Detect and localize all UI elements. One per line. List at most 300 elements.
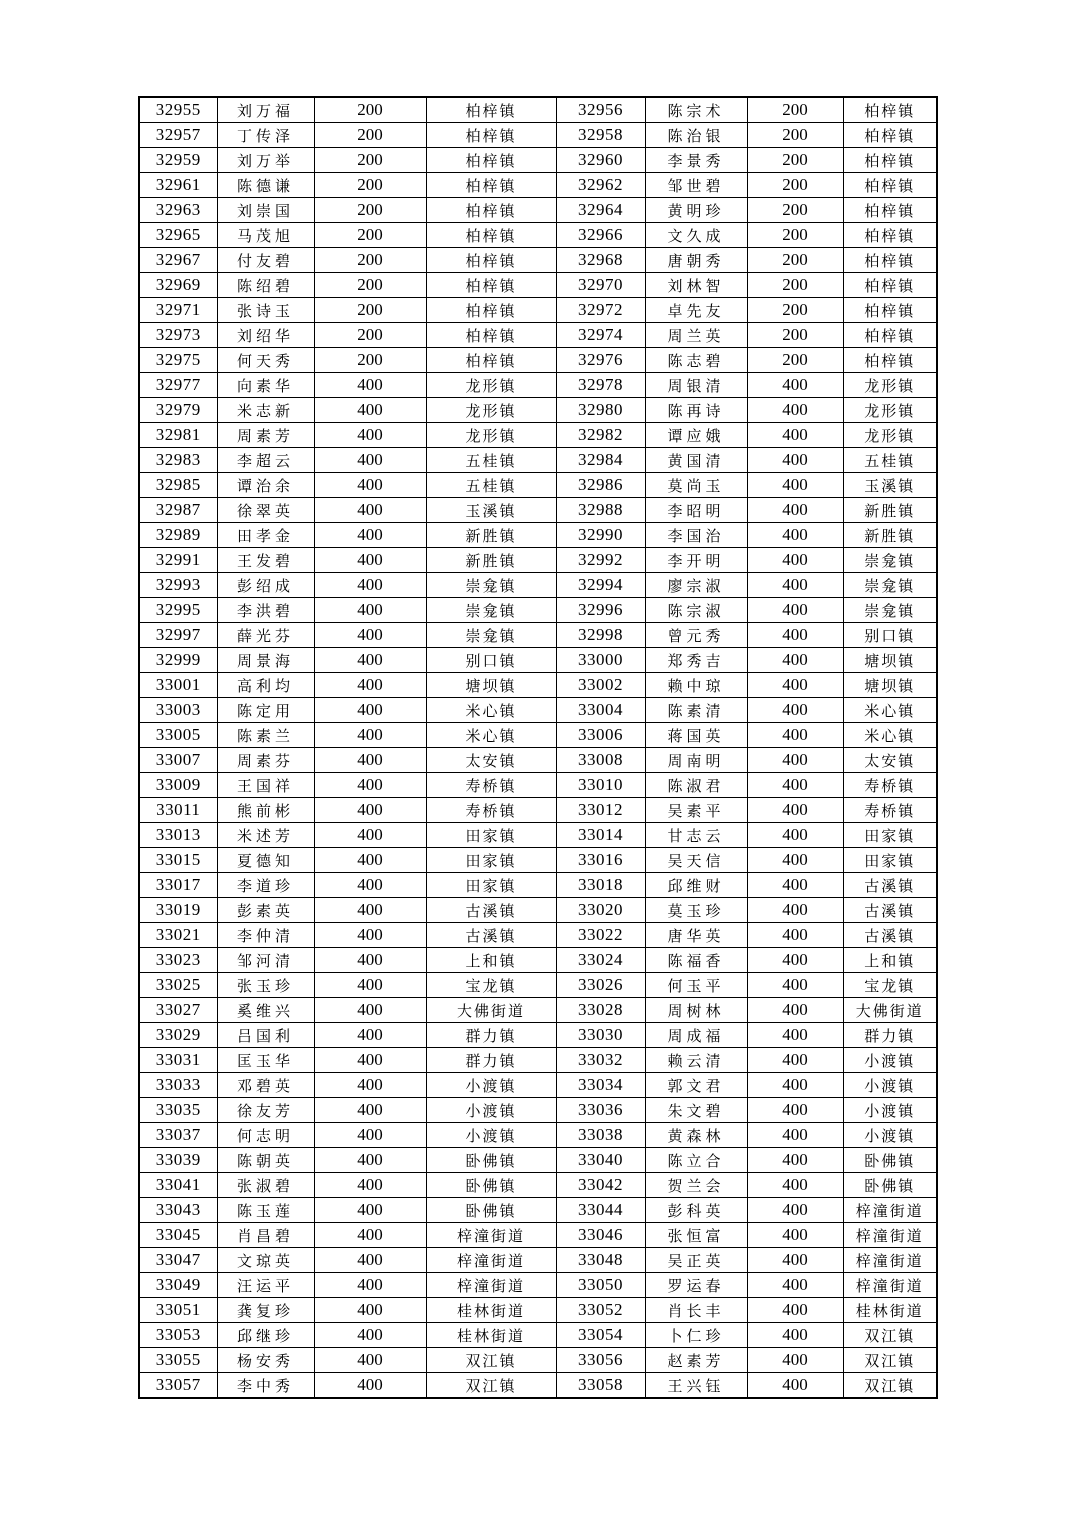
serial-cell: 33041 bbox=[139, 1173, 217, 1198]
town-cell: 田家镇 bbox=[426, 873, 556, 898]
amount-cell: 400 bbox=[747, 773, 843, 798]
name-cell: 蒋国英 bbox=[645, 723, 747, 748]
name-cell: 徐友芳 bbox=[217, 1098, 314, 1123]
amount-cell: 400 bbox=[314, 698, 426, 723]
table-row bbox=[139, 898, 937, 923]
name-cell: 陈德谦 bbox=[217, 173, 314, 198]
serial-cell: 33027 bbox=[139, 998, 217, 1023]
amount-cell: 200 bbox=[747, 248, 843, 273]
amount-cell: 200 bbox=[747, 148, 843, 173]
name-cell: 王国祥 bbox=[217, 773, 314, 798]
name-cell: 周素芳 bbox=[217, 423, 314, 448]
serial-cell: 32966 bbox=[556, 223, 645, 248]
town-cell: 太安镇 bbox=[843, 748, 937, 773]
amount-cell: 200 bbox=[747, 348, 843, 373]
table-row bbox=[139, 448, 937, 473]
serial-cell: 32971 bbox=[139, 298, 217, 323]
amount-cell: 400 bbox=[314, 498, 426, 523]
name-cell: 曾元秀 bbox=[645, 623, 747, 648]
serial-cell: 32972 bbox=[556, 298, 645, 323]
town-cell: 柏梓镇 bbox=[426, 148, 556, 173]
name-cell: 张恒富 bbox=[645, 1223, 747, 1248]
town-cell: 双江镇 bbox=[843, 1373, 937, 1399]
name-cell: 田孝金 bbox=[217, 523, 314, 548]
amount-cell: 400 bbox=[747, 1348, 843, 1373]
name-cell: 廖宗淑 bbox=[645, 573, 747, 598]
serial-cell: 32958 bbox=[556, 123, 645, 148]
serial-cell: 32995 bbox=[139, 598, 217, 623]
name-cell: 夏德知 bbox=[217, 848, 314, 873]
amount-cell: 400 bbox=[747, 1148, 843, 1173]
town-cell: 柏梓镇 bbox=[843, 123, 937, 148]
amount-cell: 400 bbox=[314, 1023, 426, 1048]
table-row bbox=[139, 423, 937, 448]
serial-cell: 33047 bbox=[139, 1248, 217, 1273]
town-cell: 大佛街道 bbox=[426, 998, 556, 1023]
amount-cell: 400 bbox=[747, 1023, 843, 1048]
serial-cell: 33009 bbox=[139, 773, 217, 798]
table-row bbox=[139, 698, 937, 723]
amount-cell: 400 bbox=[747, 548, 843, 573]
table-row bbox=[139, 648, 937, 673]
serial-cell: 33035 bbox=[139, 1098, 217, 1123]
serial-cell: 32970 bbox=[556, 273, 645, 298]
name-cell: 陈再诗 bbox=[645, 398, 747, 423]
town-cell: 崇龛镇 bbox=[426, 623, 556, 648]
serial-cell: 33056 bbox=[556, 1348, 645, 1373]
town-cell: 柏梓镇 bbox=[843, 248, 937, 273]
amount-cell: 400 bbox=[747, 373, 843, 398]
amount-cell: 200 bbox=[747, 173, 843, 198]
town-cell: 柏梓镇 bbox=[843, 97, 937, 123]
serial-cell: 33026 bbox=[556, 973, 645, 998]
amount-cell: 400 bbox=[314, 748, 426, 773]
amount-cell: 400 bbox=[314, 1173, 426, 1198]
serial-cell: 32984 bbox=[556, 448, 645, 473]
table-row bbox=[139, 848, 937, 873]
name-cell: 刘崇国 bbox=[217, 198, 314, 223]
name-cell: 李仲清 bbox=[217, 923, 314, 948]
amount-cell: 400 bbox=[314, 448, 426, 473]
amount-cell: 200 bbox=[314, 198, 426, 223]
amount-cell: 400 bbox=[314, 573, 426, 598]
town-cell: 大佛街道 bbox=[843, 998, 937, 1023]
serial-cell: 33036 bbox=[556, 1098, 645, 1123]
amount-cell: 400 bbox=[314, 673, 426, 698]
amount-cell: 400 bbox=[747, 823, 843, 848]
amount-cell: 200 bbox=[314, 273, 426, 298]
name-cell: 赵素芳 bbox=[645, 1348, 747, 1373]
name-cell: 刘绍华 bbox=[217, 323, 314, 348]
amount-cell: 400 bbox=[314, 523, 426, 548]
town-cell: 小渡镇 bbox=[426, 1073, 556, 1098]
serial-cell: 32979 bbox=[139, 398, 217, 423]
serial-cell: 32982 bbox=[556, 423, 645, 448]
name-cell: 周素芬 bbox=[217, 748, 314, 773]
town-cell: 寿桥镇 bbox=[843, 773, 937, 798]
town-cell: 古溪镇 bbox=[426, 923, 556, 948]
amount-cell: 200 bbox=[747, 97, 843, 123]
serial-cell: 32965 bbox=[139, 223, 217, 248]
serial-cell: 33039 bbox=[139, 1148, 217, 1173]
town-cell: 龙形镇 bbox=[426, 373, 556, 398]
serial-cell: 33057 bbox=[139, 1373, 217, 1399]
table-row bbox=[139, 1023, 937, 1048]
amount-cell: 200 bbox=[314, 223, 426, 248]
serial-cell: 33023 bbox=[139, 948, 217, 973]
amount-cell: 400 bbox=[747, 1173, 843, 1198]
table-row bbox=[139, 173, 937, 198]
amount-cell: 400 bbox=[314, 1073, 426, 1098]
table-row bbox=[139, 748, 937, 773]
town-cell: 小渡镇 bbox=[843, 1098, 937, 1123]
serial-cell: 33045 bbox=[139, 1223, 217, 1248]
table-row bbox=[139, 198, 937, 223]
name-cell: 唐华英 bbox=[645, 923, 747, 948]
serial-cell: 33046 bbox=[556, 1223, 645, 1248]
serial-cell: 32969 bbox=[139, 273, 217, 298]
name-cell: 莫玉珍 bbox=[645, 898, 747, 923]
serial-cell: 33043 bbox=[139, 1198, 217, 1223]
table-row bbox=[139, 1273, 937, 1298]
table-row bbox=[139, 248, 937, 273]
name-cell: 陈志碧 bbox=[645, 348, 747, 373]
name-cell: 徐翠英 bbox=[217, 498, 314, 523]
name-cell: 朱文碧 bbox=[645, 1098, 747, 1123]
amount-cell: 400 bbox=[314, 1223, 426, 1248]
town-cell: 双江镇 bbox=[426, 1373, 556, 1399]
serial-cell: 32960 bbox=[556, 148, 645, 173]
town-cell: 小渡镇 bbox=[426, 1123, 556, 1148]
serial-cell: 33051 bbox=[139, 1298, 217, 1323]
amount-cell: 400 bbox=[314, 948, 426, 973]
amount-cell: 400 bbox=[314, 1248, 426, 1273]
town-cell: 古溪镇 bbox=[843, 873, 937, 898]
name-cell: 李国治 bbox=[645, 523, 747, 548]
serial-cell: 32959 bbox=[139, 148, 217, 173]
table-row bbox=[139, 1248, 937, 1273]
table-row bbox=[139, 948, 937, 973]
name-cell: 郑秀吉 bbox=[645, 648, 747, 673]
name-cell: 何志明 bbox=[217, 1123, 314, 1148]
serial-cell: 33005 bbox=[139, 723, 217, 748]
town-cell: 柏梓镇 bbox=[843, 173, 937, 198]
table-row bbox=[139, 773, 937, 798]
serial-cell: 33049 bbox=[139, 1273, 217, 1298]
serial-cell: 33015 bbox=[139, 848, 217, 873]
amount-cell: 400 bbox=[314, 1273, 426, 1298]
table-row bbox=[139, 923, 937, 948]
amount-cell: 400 bbox=[747, 1048, 843, 1073]
town-cell: 柏梓镇 bbox=[843, 198, 937, 223]
amount-cell: 400 bbox=[314, 398, 426, 423]
amount-cell: 200 bbox=[314, 323, 426, 348]
serial-cell: 33042 bbox=[556, 1173, 645, 1198]
table-row bbox=[139, 498, 937, 523]
name-cell: 陈治银 bbox=[645, 123, 747, 148]
town-cell: 群力镇 bbox=[426, 1023, 556, 1048]
amount-cell: 400 bbox=[747, 898, 843, 923]
town-cell: 梓潼街道 bbox=[426, 1223, 556, 1248]
amount-cell: 200 bbox=[314, 97, 426, 123]
serial-cell: 33021 bbox=[139, 923, 217, 948]
town-cell: 柏梓镇 bbox=[426, 248, 556, 273]
amount-cell: 200 bbox=[747, 198, 843, 223]
name-cell: 张玉珍 bbox=[217, 973, 314, 998]
serial-cell: 32988 bbox=[556, 498, 645, 523]
serial-cell: 32994 bbox=[556, 573, 645, 598]
name-cell: 彭素英 bbox=[217, 898, 314, 923]
serial-cell: 32955 bbox=[139, 97, 217, 123]
town-cell: 群力镇 bbox=[843, 1023, 937, 1048]
amount-cell: 400 bbox=[314, 598, 426, 623]
table-row bbox=[139, 873, 937, 898]
table-row bbox=[139, 97, 937, 123]
amount-cell: 400 bbox=[747, 598, 843, 623]
name-cell: 龚复珍 bbox=[217, 1298, 314, 1323]
town-cell: 龙形镇 bbox=[843, 373, 937, 398]
town-cell: 新胜镇 bbox=[843, 523, 937, 548]
serial-cell: 32987 bbox=[139, 498, 217, 523]
serial-cell: 32978 bbox=[556, 373, 645, 398]
town-cell: 田家镇 bbox=[426, 848, 556, 873]
name-cell: 杨安秀 bbox=[217, 1348, 314, 1373]
town-cell: 别口镇 bbox=[843, 623, 937, 648]
serial-cell: 33007 bbox=[139, 748, 217, 773]
amount-cell: 400 bbox=[314, 1148, 426, 1173]
amount-cell: 400 bbox=[747, 1123, 843, 1148]
serial-cell: 33038 bbox=[556, 1123, 645, 1148]
town-cell: 龙形镇 bbox=[843, 398, 937, 423]
beneficiary-table bbox=[138, 96, 938, 1399]
name-cell: 赖云清 bbox=[645, 1048, 747, 1073]
table-row bbox=[139, 1073, 937, 1098]
amount-cell: 400 bbox=[747, 798, 843, 823]
name-cell: 高利均 bbox=[217, 673, 314, 698]
serial-cell: 32976 bbox=[556, 348, 645, 373]
serial-cell: 33053 bbox=[139, 1323, 217, 1348]
serial-cell: 32985 bbox=[139, 473, 217, 498]
table-row bbox=[139, 1173, 937, 1198]
name-cell: 罗运春 bbox=[645, 1273, 747, 1298]
name-cell: 周南明 bbox=[645, 748, 747, 773]
name-cell: 张淑碧 bbox=[217, 1173, 314, 1198]
town-cell: 宝龙镇 bbox=[843, 973, 937, 998]
amount-cell: 200 bbox=[314, 348, 426, 373]
town-cell: 崇龛镇 bbox=[426, 573, 556, 598]
table-body bbox=[139, 97, 937, 1398]
serial-cell: 33020 bbox=[556, 898, 645, 923]
amount-cell: 400 bbox=[314, 1198, 426, 1223]
amount-cell: 200 bbox=[314, 248, 426, 273]
town-cell: 田家镇 bbox=[843, 848, 937, 873]
name-cell: 邱维财 bbox=[645, 873, 747, 898]
serial-cell: 33058 bbox=[556, 1373, 645, 1399]
amount-cell: 200 bbox=[747, 223, 843, 248]
town-cell: 龙形镇 bbox=[426, 398, 556, 423]
name-cell: 何玉平 bbox=[645, 973, 747, 998]
amount-cell: 400 bbox=[747, 1373, 843, 1399]
serial-cell: 33011 bbox=[139, 798, 217, 823]
serial-cell: 32996 bbox=[556, 598, 645, 623]
name-cell: 吴正英 bbox=[645, 1248, 747, 1273]
name-cell: 赖中琼 bbox=[645, 673, 747, 698]
serial-cell: 32983 bbox=[139, 448, 217, 473]
serial-cell: 33032 bbox=[556, 1048, 645, 1073]
town-cell: 崇龛镇 bbox=[426, 598, 556, 623]
table-row bbox=[139, 373, 937, 398]
serial-cell: 33004 bbox=[556, 698, 645, 723]
name-cell: 黄国清 bbox=[645, 448, 747, 473]
amount-cell: 400 bbox=[314, 998, 426, 1023]
amount-cell: 400 bbox=[747, 1298, 843, 1323]
serial-cell: 33012 bbox=[556, 798, 645, 823]
name-cell: 邹河清 bbox=[217, 948, 314, 973]
amount-cell: 400 bbox=[747, 1098, 843, 1123]
town-cell: 塘坝镇 bbox=[843, 673, 937, 698]
town-cell: 田家镇 bbox=[426, 823, 556, 848]
serial-cell: 33019 bbox=[139, 898, 217, 923]
serial-cell: 33040 bbox=[556, 1148, 645, 1173]
name-cell: 陈立合 bbox=[645, 1148, 747, 1173]
name-cell: 贺兰会 bbox=[645, 1173, 747, 1198]
amount-cell: 400 bbox=[747, 923, 843, 948]
town-cell: 卧佛镇 bbox=[426, 1148, 556, 1173]
name-cell: 文琼英 bbox=[217, 1248, 314, 1273]
table-row bbox=[139, 473, 937, 498]
name-cell: 刘万举 bbox=[217, 148, 314, 173]
serial-cell: 32956 bbox=[556, 97, 645, 123]
amount-cell: 400 bbox=[314, 773, 426, 798]
amount-cell: 200 bbox=[747, 273, 843, 298]
table-row bbox=[139, 1298, 937, 1323]
amount-cell: 400 bbox=[314, 973, 426, 998]
name-cell: 何天秀 bbox=[217, 348, 314, 373]
town-cell: 桂林街道 bbox=[426, 1298, 556, 1323]
name-cell: 周树林 bbox=[645, 998, 747, 1023]
town-cell: 小渡镇 bbox=[843, 1073, 937, 1098]
town-cell: 柏梓镇 bbox=[843, 298, 937, 323]
amount-cell: 400 bbox=[747, 498, 843, 523]
name-cell: 周兰英 bbox=[645, 323, 747, 348]
serial-cell: 32974 bbox=[556, 323, 645, 348]
name-cell: 邓碧英 bbox=[217, 1073, 314, 1098]
table-row bbox=[139, 573, 937, 598]
name-cell: 匡玉华 bbox=[217, 1048, 314, 1073]
serial-cell: 33002 bbox=[556, 673, 645, 698]
town-cell: 龙形镇 bbox=[843, 423, 937, 448]
serial-cell: 33016 bbox=[556, 848, 645, 873]
town-cell: 柏梓镇 bbox=[426, 223, 556, 248]
serial-cell: 33024 bbox=[556, 948, 645, 973]
name-cell: 李超云 bbox=[217, 448, 314, 473]
table-row bbox=[139, 798, 937, 823]
name-cell: 李道珍 bbox=[217, 873, 314, 898]
town-cell: 柏梓镇 bbox=[426, 298, 556, 323]
table-row bbox=[139, 123, 937, 148]
name-cell: 陈绍碧 bbox=[217, 273, 314, 298]
amount-cell: 400 bbox=[747, 1198, 843, 1223]
name-cell: 刘万福 bbox=[217, 97, 314, 123]
name-cell: 薛光芬 bbox=[217, 623, 314, 648]
amount-cell: 400 bbox=[314, 1373, 426, 1399]
name-cell: 邹世碧 bbox=[645, 173, 747, 198]
name-cell: 莫尚玉 bbox=[645, 473, 747, 498]
name-cell: 丁传泽 bbox=[217, 123, 314, 148]
town-cell: 古溪镇 bbox=[843, 923, 937, 948]
town-cell: 梓潼街道 bbox=[843, 1273, 937, 1298]
town-cell: 柏梓镇 bbox=[843, 148, 937, 173]
amount-cell: 400 bbox=[314, 1098, 426, 1123]
name-cell: 米述芳 bbox=[217, 823, 314, 848]
amount-cell: 400 bbox=[314, 923, 426, 948]
town-cell: 古溪镇 bbox=[426, 898, 556, 923]
serial-cell: 32993 bbox=[139, 573, 217, 598]
town-cell: 梓潼街道 bbox=[843, 1223, 937, 1248]
name-cell: 王发碧 bbox=[217, 548, 314, 573]
table-row bbox=[139, 673, 937, 698]
town-cell: 柏梓镇 bbox=[426, 123, 556, 148]
table-row bbox=[139, 1223, 937, 1248]
table-row bbox=[139, 298, 937, 323]
serial-cell: 32997 bbox=[139, 623, 217, 648]
amount-cell: 400 bbox=[314, 873, 426, 898]
town-cell: 塘坝镇 bbox=[426, 673, 556, 698]
name-cell: 陈朝英 bbox=[217, 1148, 314, 1173]
town-cell: 宝龙镇 bbox=[426, 973, 556, 998]
name-cell: 向素华 bbox=[217, 373, 314, 398]
town-cell: 玉溪镇 bbox=[426, 498, 556, 523]
town-cell: 小渡镇 bbox=[843, 1123, 937, 1148]
town-cell: 上和镇 bbox=[843, 948, 937, 973]
name-cell: 文久成 bbox=[645, 223, 747, 248]
town-cell: 米心镇 bbox=[426, 723, 556, 748]
town-cell: 新胜镇 bbox=[843, 498, 937, 523]
serial-cell: 33001 bbox=[139, 673, 217, 698]
table-row bbox=[139, 1373, 937, 1399]
table-row bbox=[139, 1348, 937, 1373]
town-cell: 柏梓镇 bbox=[843, 223, 937, 248]
table-row bbox=[139, 1198, 937, 1223]
table-row bbox=[139, 323, 937, 348]
table-row bbox=[139, 973, 937, 998]
amount-cell: 400 bbox=[314, 1348, 426, 1373]
serial-cell: 32999 bbox=[139, 648, 217, 673]
serial-cell: 32962 bbox=[556, 173, 645, 198]
table-row bbox=[139, 523, 937, 548]
amount-cell: 400 bbox=[314, 823, 426, 848]
serial-cell: 33003 bbox=[139, 698, 217, 723]
amount-cell: 400 bbox=[314, 373, 426, 398]
table-row bbox=[139, 1048, 937, 1073]
amount-cell: 400 bbox=[747, 573, 843, 598]
serial-cell: 33010 bbox=[556, 773, 645, 798]
serial-cell: 33044 bbox=[556, 1198, 645, 1223]
name-cell: 谭治余 bbox=[217, 473, 314, 498]
table-row bbox=[139, 723, 937, 748]
table-row bbox=[139, 1098, 937, 1123]
town-cell: 田家镇 bbox=[843, 823, 937, 848]
amount-cell: 400 bbox=[747, 723, 843, 748]
serial-cell: 33022 bbox=[556, 923, 645, 948]
name-cell: 张诗玉 bbox=[217, 298, 314, 323]
name-cell: 马茂旭 bbox=[217, 223, 314, 248]
serial-cell: 33028 bbox=[556, 998, 645, 1023]
name-cell: 陈素兰 bbox=[217, 723, 314, 748]
amount-cell: 400 bbox=[747, 848, 843, 873]
name-cell: 周成福 bbox=[645, 1023, 747, 1048]
serial-cell: 32967 bbox=[139, 248, 217, 273]
